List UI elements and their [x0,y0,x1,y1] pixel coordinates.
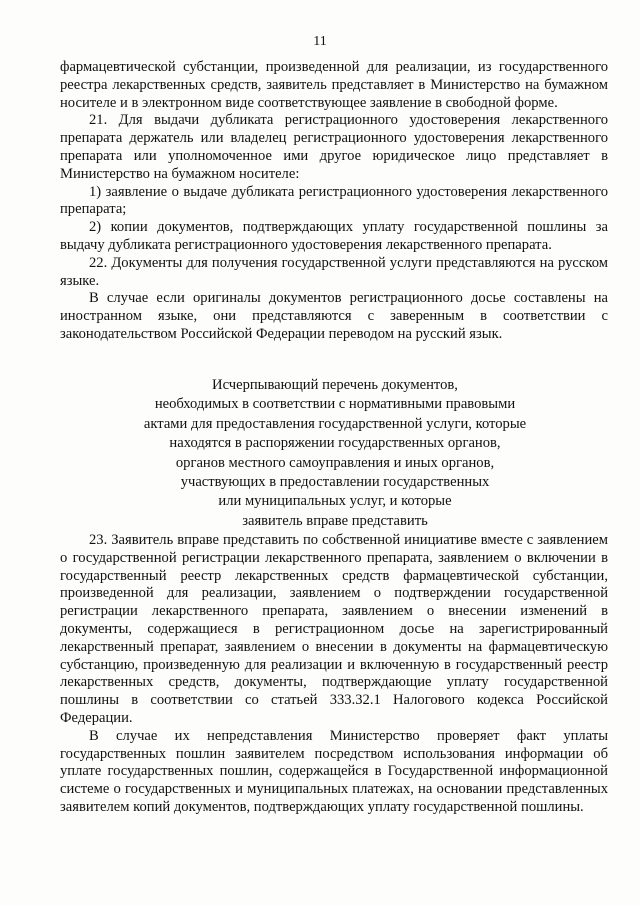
heading-line: заявитель вправе представить [242,512,428,529]
clause-22: 22. Документы для получения государственной услуги представляются на русском языке. [60,254,608,289]
heading-line: Исчерпывающий перечень документов, [212,377,458,393]
heading-line: необходимых в соответствии с нормативными правовыми [154,396,516,413]
heading-line: органов местного самоуправления и иных органов, [175,454,495,471]
body-text-upper [60,59,608,344]
section-heading [90,376,580,531]
page-number: 11 [313,34,327,49]
clause-21-intro: 21. Для выдачи дубликата регистрационного удостоверения лекарственного препарата держатель или владелец регистрационного удостоверения лекарственного препарата или уполномоченное ими другое юридическое лицо представляет в Министерство на бумажном носителе: [60,112,608,182]
intro-paragraph: фармацевтической субстанции, произведенной для реализации, из государственного реестра лекарственных средств, заявитель представляет в Министерство на бумажном носителе и в электронном виде соответствующее заявление в свободной форме. [60,59,608,111]
heading-line: или муниципальных услуг, и которые [218,493,452,510]
clause-21-item-1: 1) заявление о выдаче дубликата регистрационного удостоверения лекарственного препарата; [60,183,608,218]
heading-line: актами для предоставления государственной услуги, которые [143,415,527,432]
clause-22-foreign-language: В случае если оригиналы документов регистрационного досье составлены на иностранном языке, они представляются с заверенным в соответствии с законодательством Российской Федерации переводом на русский язык. [60,290,608,342]
heading-line: участвующих в предоставлении государственных [180,474,490,491]
clause-23: 23. Заявитель вправе представить по собственной инициативе вместе с заявлением о государственной регистрации лекарственного препарата, заявлением о включении в государственный реестр лекарственных средств фармацевтической субстанции, произведенной для реализации, заявлением о подтверждении государственной регистрации лекарственного препарата, заявлением о внесении изменений в документы, содержащиеся в регистрационном досье на зарегистрированный лекарственный препарат, заявлением о внесении в документы на фармацевтическую субстанцию, произведенную для реализации и включенную в государственный реестр лекарственных средств, документы, подтверждающие уплату государственной пошлины в соответствии со статьей 333.32.1 Налогового кодекса Российской Федерации. [60,532,608,726]
heading-line: находятся в распоряжении государственных органов, [169,435,501,452]
clause-23-non-submission: В случае их непредставления Министерство проверяет факт уплаты государственных пошлин заявителем посредством использования информации об уплате государственных пошлин, содержащейся в Государственной информационной системе о государственных и муниципальных платежах, на основании представленных заявителем копий документов, подтверждающих уплату государственной пошлины. [60,727,608,815]
clause-21-item-2: 2) копии документов, подтверждающих уплату государственной пошлины за выдачу дубликата регистрационного удостоверения лекарственного препарата. [60,219,608,253]
body-text-lower [60,532,608,817]
